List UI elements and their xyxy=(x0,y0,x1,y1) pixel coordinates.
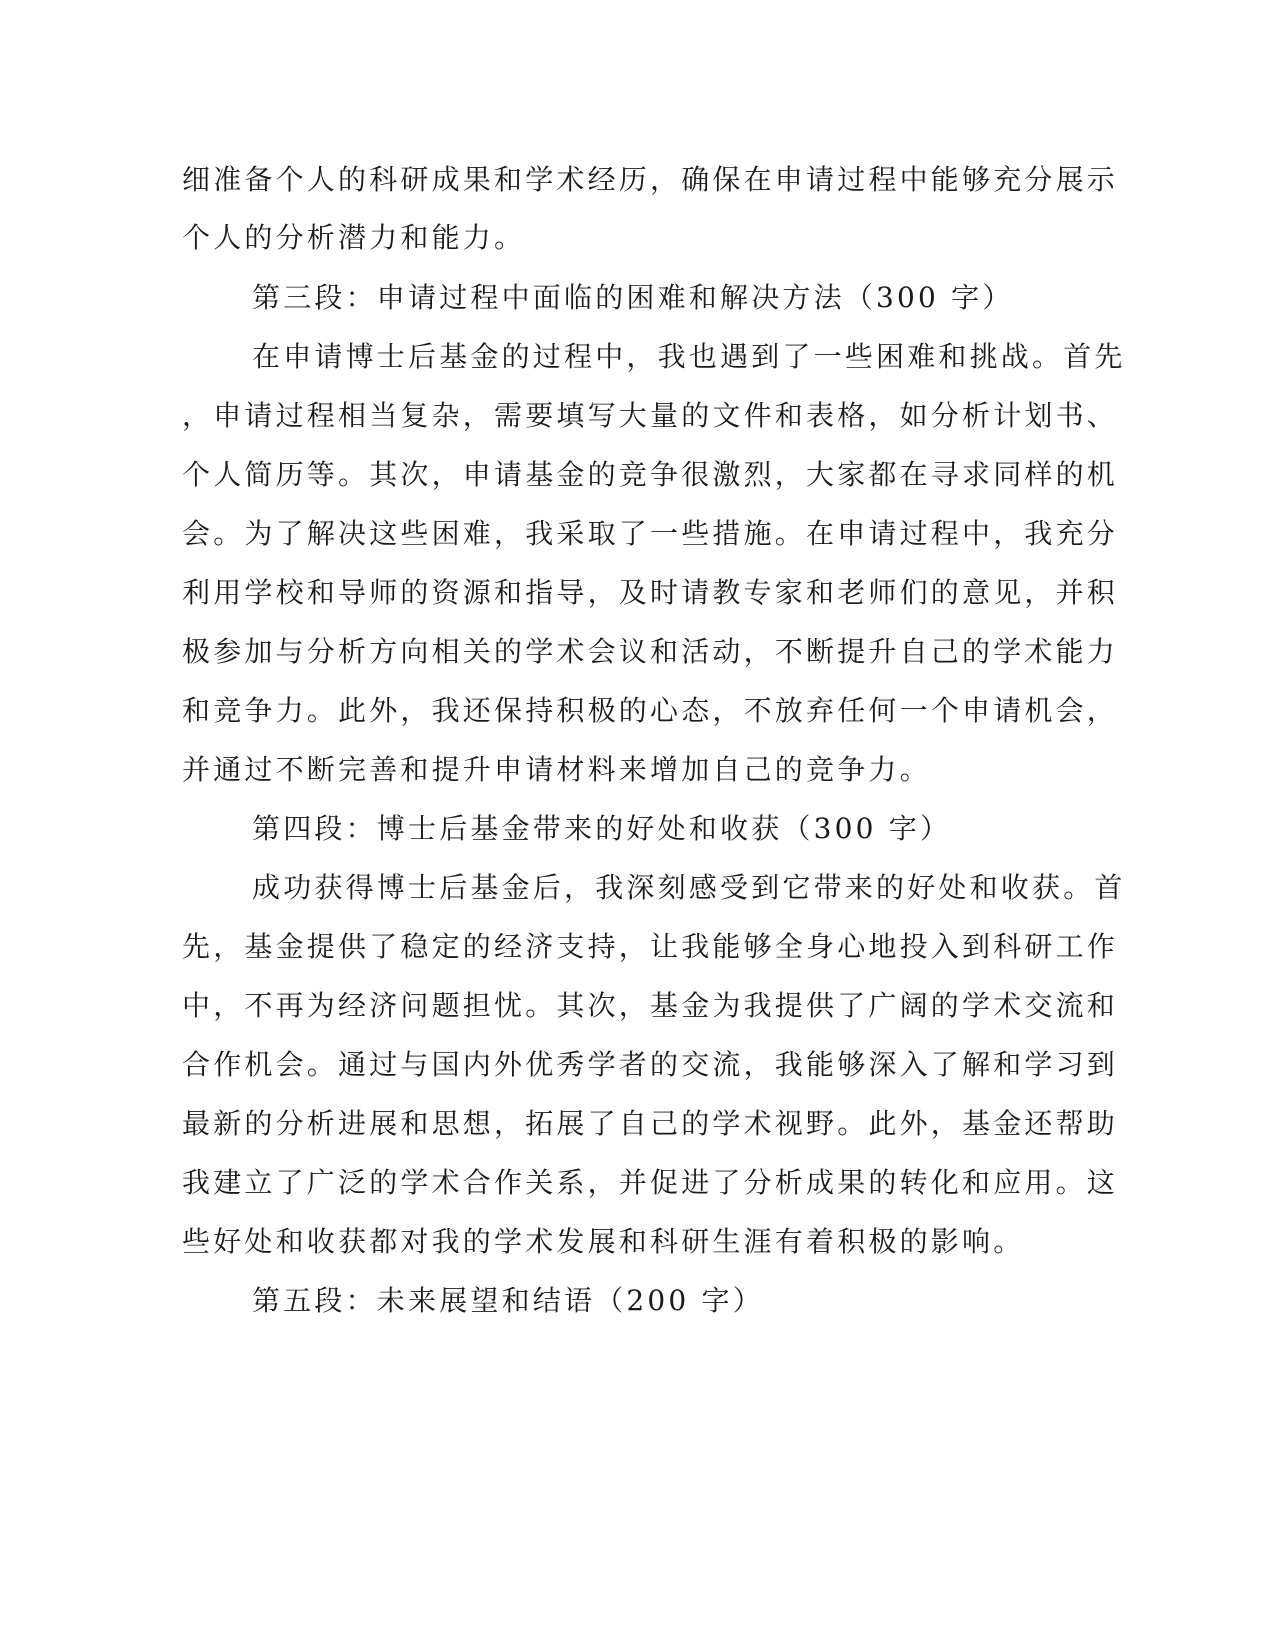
body-text-line: 利用学校和导师的资源和指导，及时请教专家和老师们的意见，并积 xyxy=(182,576,1119,609)
body-text-line: 中，不再为经济问题担忧。其次，基金为我提供了广阔的学术交流和 xyxy=(182,989,1119,1022)
body-text-line: 极参加与分析方向相关的学术会议和活动，不断提升自己的学术能力 xyxy=(182,635,1119,668)
body-text-line: ，申请过程相当复杂，需要填写大量的文件和表格，如分析计划书、 xyxy=(182,399,1119,432)
body-text-line: 我建立了广泛的学术合作关系，并促进了分析成果的转化和应用。这 xyxy=(182,1166,1119,1199)
body-text-line: 细准备个人的科研成果和学术经历，确保在申请过程中能够充分展示 xyxy=(182,163,1119,196)
body-text-line: 个人简历等。其次，申请基金的竞争很激烈，大家都在寻求同样的机 xyxy=(182,458,1119,491)
body-text-line: 并通过不断完善和提升申请材料来增加自己的竞争力。 xyxy=(182,753,931,786)
body-text-line: 先，基金提供了稳定的经济支持，让我能够全身心地投入到科研工作 xyxy=(182,930,1119,963)
section-heading-4: 第四段：博士后基金带来的好处和收获（300 字） xyxy=(252,812,952,845)
body-text-line: 在申请博士后基金的过程中，我也遇到了一些困难和挑战。首先 xyxy=(252,340,1126,373)
body-text-line: 和竞争力。此外，我还保持积极的心态，不放弃任何一个申请机会， xyxy=(182,694,1119,727)
body-text-line: 个人的分析潜力和能力。 xyxy=(182,221,526,254)
body-text-line: 些好处和收获都对我的学术发展和科研生涯有着积极的影响。 xyxy=(182,1225,1025,1258)
body-text-line: 合作机会。通过与国内外优秀学者的交流，我能够深入了解和学习到 xyxy=(182,1048,1119,1081)
section-heading-5: 第五段：未来展望和结语（200 字） xyxy=(252,1284,764,1317)
body-text-line: 最新的分析进展和思想，拓展了自己的学术视野。此外，基金还帮助 xyxy=(182,1107,1119,1140)
body-text-line: 会。为了解决这些困难，我采取了一些措施。在申请过程中，我充分 xyxy=(182,517,1119,550)
body-text-line: 成功获得博士后基金后，我深刻感受到它带来的好处和收获。首 xyxy=(252,871,1126,904)
section-heading-3: 第三段：申请过程中面临的困难和解决方法（300 字） xyxy=(252,281,1014,314)
